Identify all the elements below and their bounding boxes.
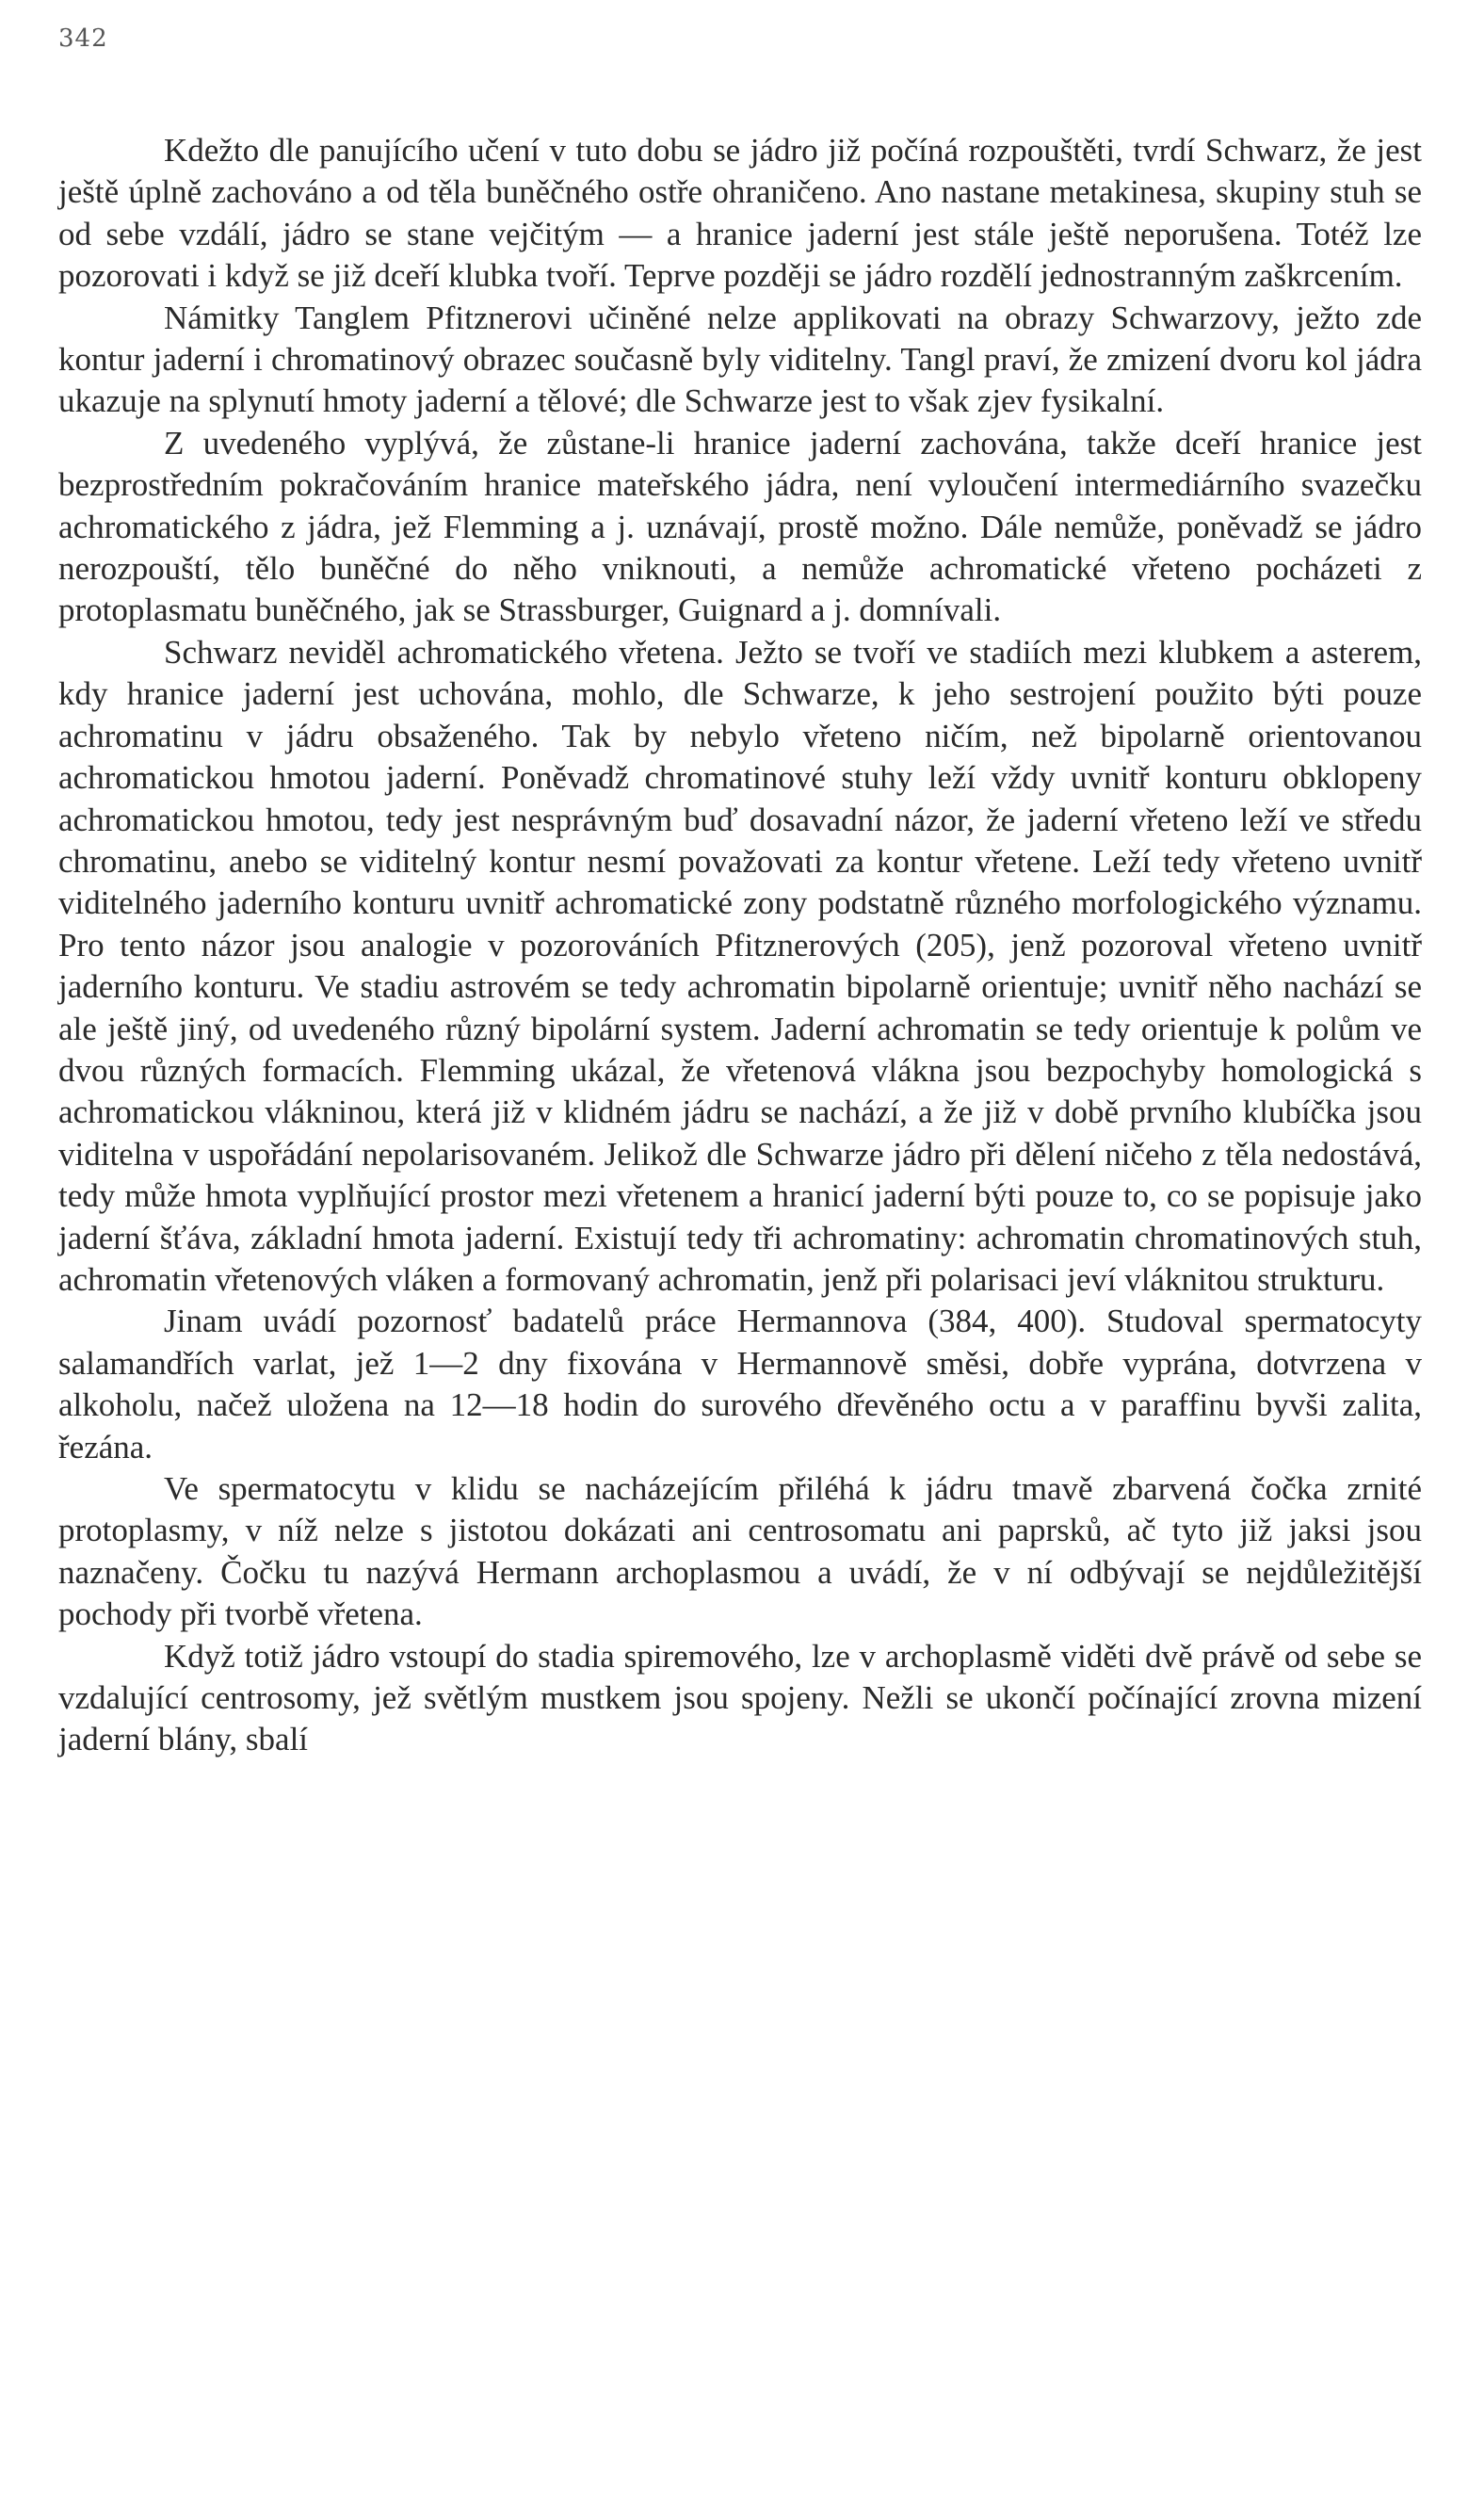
paragraph: Schwarz neviděl achromatického vřetena. Ježto se tvoří ve stadiích mezi klubkem a asterem, kdy hranice jaderní jest uchována, mohlo, dle Schwarze, k jeho sestrojení použito býti pouze achromatinu v jádru obsaženého. Tak by nebylo vřeteno ničím, než bipolarně orientovanou achromatickou hmotou jaderní. Poněvadž chromatinové stuhy leží vždy uvnitř konturu obklopeny achromatickou hmotou, tedy jest nesprávným buď dosavadní názor, že jaderní vřeteno leží ve středu chromatinu, anebo se viditelný kontur nesmí považovati za kontur vřetene. Leží tedy vřeteno uvnitř viditelného jaderního konturu uvnitř achromatické zony podstatně různého morfologického významu. Pro tento názor jsou analogie v pozorováních Pfitznerových (205), jenž pozoroval vřeteno uvnitř jaderního konturu. Ve stadiu astrovém se tedy achromatin bipolarně orientuje; uvnitř něho nachází se ale ještě jiný, od uvedeného různý bipolární system. Jaderní achromatin se tedy orientuje k polům ve dvou různých formacích. Flemming ukázal, že vřetenová vlákna jsou bezpochyby homologická s achromatickou vlákninou, která již v klidném jádru se nachází, a že již v době prvního klubíčka jsou viditelna v uspořádání nepolarisovaném. Jelikož dle Schwarze jádro při dělení ničeho z těla nedostává, tedy může hmota vyplňující prostor mezi vřetenem a hranicí jaderní býti pouze to, co se popisuje jako jaderní šťáva, základní hmota jaderní. Existují tedy tři achromatiny: achromatin chromatinových stuh, achromatin vřetenových vláken a formovaný achromatin, jenž při polarisaci jeví vláknitou strukturu.	[58, 633, 1422, 1298]
paragraph: Jinam uvádí pozornosť badatelů práce Hermannova (384, 400). Studoval spermatocyty salamandřích varlat, jež 1—2 dny fixována v Hermannově směsi, dobře vyprána, dotvrzena v alkoholu, načež uložena na 12—18 hodin do surového dřevěného octu a v paraffinu byvši zalita, řezána.	[58, 1303, 1422, 1466]
paragraph: Ve spermatocytu v klidu se nacházejícím přiléhá k jádru tmavě zbarvená čočka zrnité protoplasmy, v níž nelze s jistotou dokázati ani centrosomatu ani paprsků, ač tyto již jaksi jsou naznačeny. Čočku tu nazývá Hermann archoplasmou a uvádí, že v ní odbývají se nejdůležitější pochody při tvorbě vřetena.	[58, 1470, 1422, 1633]
body-text	[58, 130, 1422, 1761]
paragraph: Námitky Tanglem Pfitznerovi učiněné nelze applikovati na obrazy Schwarzovy, ježto zde kontur jaderní i chromatinový obrazec současně byly viditelny. Tangl praví, že zmizení dvoru kol jádra ukazuje na splynutí hmoty jaderní a tělové; dle Schwarze jest to však zjev fysikalní.	[58, 299, 1422, 420]
page-number: 342	[58, 24, 108, 53]
paragraph: Z uvedeného vyplývá, že zůstane-li hranice jaderní zachována, takže dceří hranice jest bezprostředním pokračováním hranice mateřského jádra, není vyloučení intermediárního svazečku achromatického z jádra, jež Flemming a j. uznávají, prostě možno. Dále nemůže, poněvadž se jádro nerozpouští, tělo buněčné do něho vniknouti, a nemůže achromatické vřeteno pocházeti z protoplasmatu buněčného, jak se Strassburger, Guignard a j. domnívali.	[58, 424, 1422, 629]
paragraph: Kdežto dle panujícího učení v tuto dobu se jádro již počíná rozpouštěti, tvrdí Schwarz, že jest ještě úplně zachováno a od těla buněčného ostře ohraničeno. Ano nastane metakinesa, skupiny stuh se od sebe vzdálí, jádro se stane vejčitým — a hranice jaderní jest stále ještě neporušena. Totéž lze pozorovati i když se již dceří klubka tvoří. Teprve později se jádro rozdělí jednostranným zaškrcením.	[58, 132, 1422, 295]
paragraph: Když totiž jádro vstoupí do stadia spiremového, lze v archoplasmě viděti dvě právě od sebe se vzdalující centrosomy, jež světlým mustkem jsou spojeny. Nežli se ukončí počínající zrovna mizení jaderní blány, sbalí	[58, 1637, 1422, 1758]
